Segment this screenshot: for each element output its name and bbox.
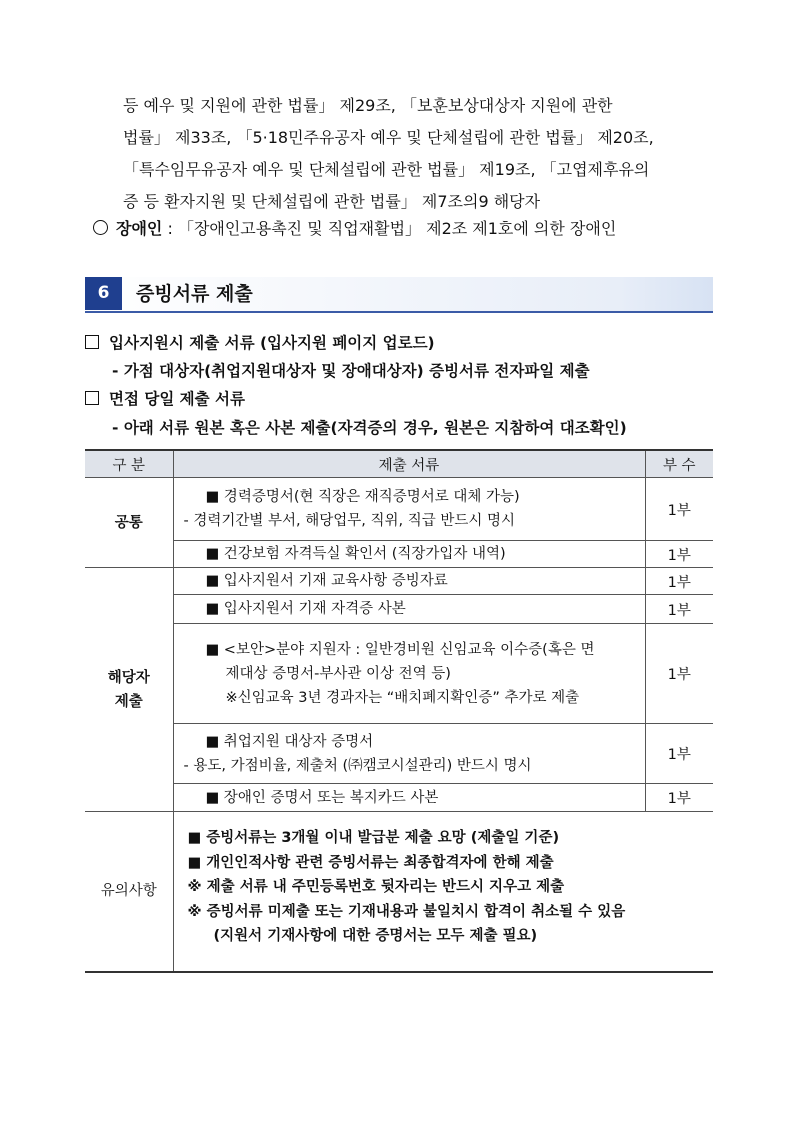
category-notes: 유의사항 [85,812,173,972]
count-cell: 1부 [645,478,713,541]
table-row [85,595,713,624]
table-row [85,624,713,724]
count-cell: 1부 [645,595,713,624]
docs-cell [173,784,645,812]
category-applicable-line: 제출 [114,693,143,710]
application-docs-heading [85,331,435,353]
docs-cell [173,595,645,624]
continuation-paragraph [123,90,718,218]
header-docs: 제출 서류 [173,450,645,478]
circle-bullet-icon [93,220,108,235]
docs-cell [173,624,645,724]
doc-line: - 경력기간별 부서, 해당업무, 직위, 직급 반드시 명시 [183,513,515,529]
doc-line: ■ <보안>분야 지원자 : 일반경비원 신임교육 이수증(혹은 면 [205,641,595,658]
documents-table [85,449,713,973]
doc-line: ■ 건강보험 자격득실 확인서 (직장가입자 내역) [205,546,506,562]
section-number-badge: 6 [85,277,122,310]
table-row [85,724,713,784]
count-cell: 1부 [645,724,713,784]
note-line: ■ 개인인적사항 관련 증빙서류는 최종합격자에 한해 제출 [187,854,554,871]
disabled-label: 장애인 [116,219,163,238]
doc-line: ※신임교육 3년 경과자는 “배치폐지확인증” 추가로 제출 [225,689,580,706]
table-row [85,568,713,595]
note-line: ※ 증빙서류 미제출 또는 기재내용과 불일치시 합격이 취소될 수 있음 [187,903,626,920]
doc-line: ■ 입사지원서 기재 교육사항 증빙자료 [205,573,448,589]
continuation-line: 증 등 환자지원 및 단체설립에 관한 법률」 제7조의9 해당자 [123,192,541,211]
doc-line: ■ 장애인 증명서 또는 복지카드 사본 [205,789,439,806]
notes-cell [173,812,713,972]
header-category: 구 분 [85,450,173,478]
docs-cell [173,541,645,568]
section-title: 증빙서류 제출 [136,283,253,305]
docs-cell [173,478,645,541]
continuation-line: 등 예우 및 지원에 관한 법률」 제29조, 「보훈보상대상자 지원에 관한 [123,96,613,115]
doc-line: 제대상 증명서-부사관 이상 전역 등) [225,665,451,682]
application-docs-heading-text: 입사지원시 제출 서류 (입사지원 페이지 업로드) [109,334,435,352]
count-cell: 1부 [645,624,713,724]
docs-cell [173,568,645,595]
table-row [85,812,713,972]
category-common: 공통 [85,478,173,568]
count-cell: 1부 [645,568,713,595]
table-row [85,784,713,812]
table-row [85,478,713,541]
note-line: ※ 제출 서류 내 주민등록번호 뒷자리는 반드시 지우고 제출 [187,879,565,895]
doc-line: ■ 입사지원서 기재 자격증 사본 [205,601,406,617]
count-cell: 1부 [645,784,713,812]
docs-cell [173,724,645,784]
checkbox-square-icon [85,335,99,349]
note-line: ■ 증빙서류는 3개월 이내 발급분 제출 요망 (제출일 기준) [187,830,560,846]
continuation-line: 법률」 제33조, 「5·18민주유공자 예우 및 단체설립에 관한 법률」 제20조, [123,128,654,147]
checkbox-square-icon [85,391,99,405]
category-applicable [85,568,173,812]
table-row [85,541,713,568]
count-cell: 1부 [645,541,713,568]
doc-line: ■ 취업지원 대상자 증명서 [205,733,374,750]
continuation-line: 「특수임무유공자 예우 및 단체설립에 관한 법률」 제19조, 「고엽제후유의 [123,160,650,179]
interview-docs-heading [85,387,245,409]
table-header-row [85,450,713,478]
doc-line: ■ 경력증명서(현 직장은 재직증명서로 대체 가능) [205,489,520,505]
application-docs-sub: - 가점 대상자(취업지원대상자 및 장애대상자) 증빙서류 전자파일 제출 [112,362,590,380]
disabled-text: : 「장애인고용촉진 및 직업재활법」 제2조 제1호에 의한 장애인 [162,219,617,238]
interview-docs-sub: - 아래 서류 원본 혹은 사본 제출(자격증의 경우, 원본은 지참하여 대조확인) [112,419,627,437]
doc-line: - 용도, 가점비율, 제출처 (㈜캠코시설관리) 반드시 명시 [183,757,532,774]
category-applicable-line: 해당자 [107,669,150,686]
note-line: (지원서 기재사항에 대한 증명서는 모두 제출 필요) [213,928,538,944]
header-count: 부 수 [645,450,713,478]
disabled-definition [93,216,616,239]
interview-docs-heading-text: 면접 당일 제출 서류 [109,390,245,408]
section-header [85,277,713,313]
